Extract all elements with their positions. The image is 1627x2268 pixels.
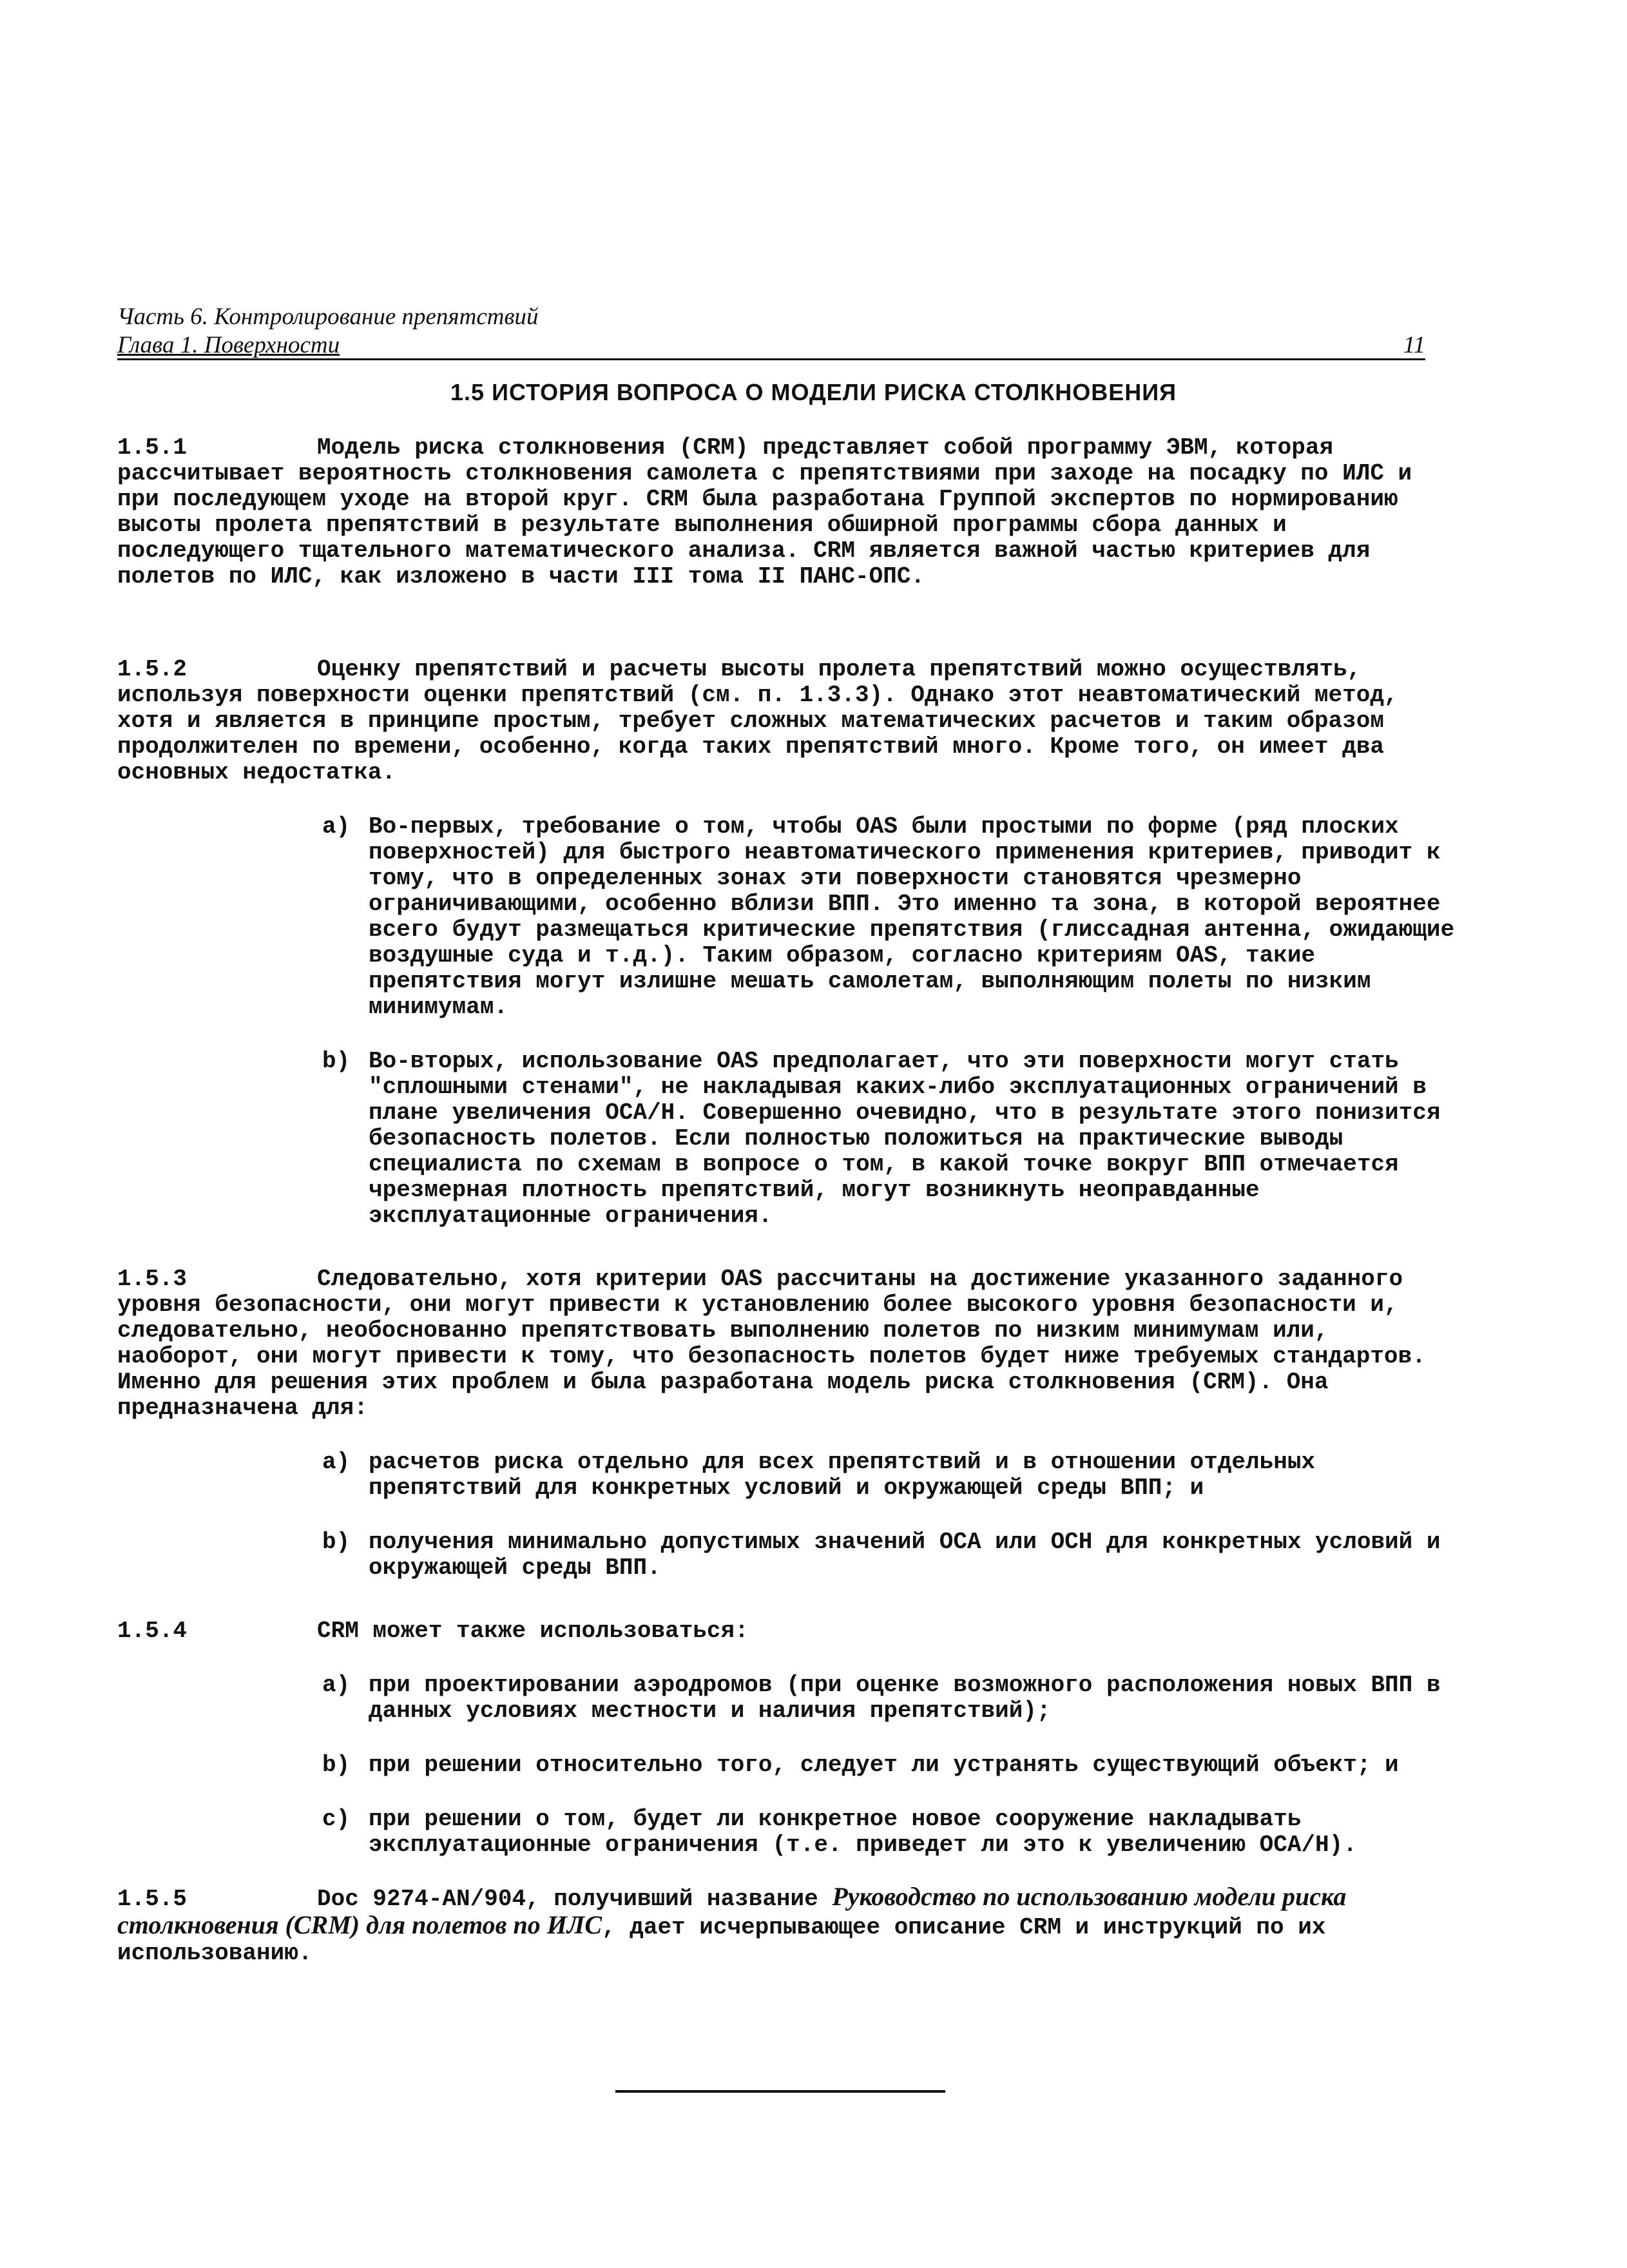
paragraph-number: 1.5.5 [117, 1886, 188, 1912]
page-number: 11 [1403, 332, 1425, 358]
document-body [117, 435, 1458, 2017]
list-item-text: расчетов риска отдельно для всех препятствий и в отношении отдельных препятствий для конкретных условий и окружающей среды ВПП; и [369, 1449, 1316, 1501]
paragraph-number: 1.5.1 [117, 434, 188, 461]
paragraph-number: 1.5.2 [117, 656, 188, 683]
list-item-text: при решении относительно того, следует ли устранять существующий объект; и [369, 1752, 1399, 1778]
list-item [322, 1807, 1458, 1858]
header-chapter: Глава 1. Поверхности [117, 332, 340, 358]
list-item-label: a) [322, 1672, 351, 1698]
list-1-5-3 [322, 1449, 1458, 1581]
list-item-label: b) [322, 1048, 351, 1074]
section-title: 1.5 ИСТОРИЯ ВОПРОСА О МОДЕЛИ РИСКА СТОЛКНОВЕНИЯ [450, 379, 1177, 405]
list-item-label: b) [322, 1529, 351, 1555]
paragraph-1-5-2 [117, 657, 1458, 786]
paragraph-text: CRM может также использоваться: [317, 1618, 749, 1644]
paragraph-text-after: , дает исчерпывающее описание CRM и инструкций по их использованию. [117, 1914, 1326, 1966]
paragraph-number: 1.5.3 [117, 1266, 188, 1292]
list-item [322, 1529, 1458, 1581]
list-item-label: a) [322, 1449, 351, 1475]
document-title-italic: Руководство по использованию модели риска столкновения (CRM) для полетов по ИЛС [117, 1882, 1347, 1939]
list-item-text: Во-вторых, использование OAS предполагает, что эти поверхности могут стать "сплошными стенами", не накладывая каких-либо эксплуатационных ограничений в плане увеличения OCA/H. Совершенно очевидно, что в результате этого понизится безопасность полетов. Если полностью положиться на практические выводы специалиста по схемам в вопросе о том, в какой точке вокруг ВПП отмечается чрезмерная плотность препятствий, могут возникнуть неоправданные эксплуатационные ограничения. [369, 1048, 1441, 1229]
paragraph-text: Оценку препятствий и расчеты высоты пролета препятствий можно осуществлять, используя поверхности оценки препятствий (см. п. 1.3.3). Однако этот неавтоматический метод, хотя и является в принципе простым, требует сложных математических расчетов и таким образом продолжителен по времени, особенно, когда таких препятствий много. Кроме того, он имеет два основных недостатка. [117, 656, 1398, 786]
list-1-5-4 [322, 1672, 1458, 1858]
paragraph-1-5-1 [117, 435, 1458, 590]
list-item [322, 1672, 1458, 1724]
running-header [117, 303, 1425, 360]
list-item [322, 1049, 1458, 1229]
paragraph-1-5-4 [117, 1618, 1458, 1644]
list-item-text: при решении о том, будет ли конкретное новое сооружение накладывать эксплуатационные ограничения (т.е. приведет ли это к увеличению OCA/H). [369, 1806, 1357, 1858]
list-item-text: получения минимально допустимых значений OCA или OCH для конкретных условий и окружающей среды ВПП. [369, 1529, 1441, 1581]
end-rule [615, 2090, 945, 2093]
list-item [322, 1449, 1458, 1501]
list-item-label: b) [322, 1752, 351, 1778]
paragraph-number: 1.5.4 [117, 1618, 188, 1644]
header-rule [117, 358, 1425, 360]
list-1-5-2 [322, 814, 1458, 1229]
list-item [322, 814, 1458, 1020]
header-part: Часть 6. Контролирование препятствий [117, 304, 539, 330]
list-item [322, 1752, 1458, 1778]
list-item-label: c) [322, 1806, 351, 1832]
list-item-text: Во-первых, требование о том, чтобы OAS были простыми по форме (ряд плоских поверхностей) для быстрого неавтоматического применения критериев, приводит к тому, что в определенных зонах эти поверхности становятся чрезмерно ограничивающими, особенно вблизи ВПП. Это именно та зона, в которой вероятнее всего будут размещаться критические препятствия (глиссадная антенна, ожидающие воздушные суда и т.д.). Таким образом, согласно критериям OAS, такие препятствия могут излишне мешать самолетам, выполняющим полеты по низким минимумам. [369, 813, 1455, 1020]
paragraph-text-before: Doc 9274-AN/904, получивший название [317, 1886, 833, 1912]
list-item-label: a) [322, 813, 351, 840]
paragraph-text: Следовательно, хотя критерии OAS рассчитаны на достижение указанного заданного уровня безопасности, они могут привести к установлению более высокого уровня безопасности и, следовательно, необоснованно препятствовать выполнению полетов по низким минимумам или, наоборот, они могут привести к тому, что безопасность полетов будет ниже требуемых стандартов. Именно для решения этих проблем и была разработана модель риска столкновения (CRM). Она предназначена для: [117, 1266, 1426, 1421]
paragraph-1-5-3 [117, 1266, 1458, 1421]
list-item-text: при проектировании аэродромов (при оценке возможного расположения новых ВПП в данных условиях местности и наличия препятствий); [369, 1672, 1441, 1724]
paragraph-text: Модель риска столкновения (CRM) представляет собой программу ЭВМ, которая рассчитывает вероятность столкновения самолета с препятствиями при заходе на посадку по ИЛС и при последующем уходе на второй круг. CRM была разработана Группой экспертов по нормированию высоты пролета препятствий в результате выполнения обширной программы сбора данных и последующего тщательного математического анализа. CRM является важной частью критериев для полетов по ИЛС, как изложено в части III тома II ПАНС-ОПС. [117, 434, 1412, 590]
paragraph-1-5-5 [117, 1884, 1458, 1966]
